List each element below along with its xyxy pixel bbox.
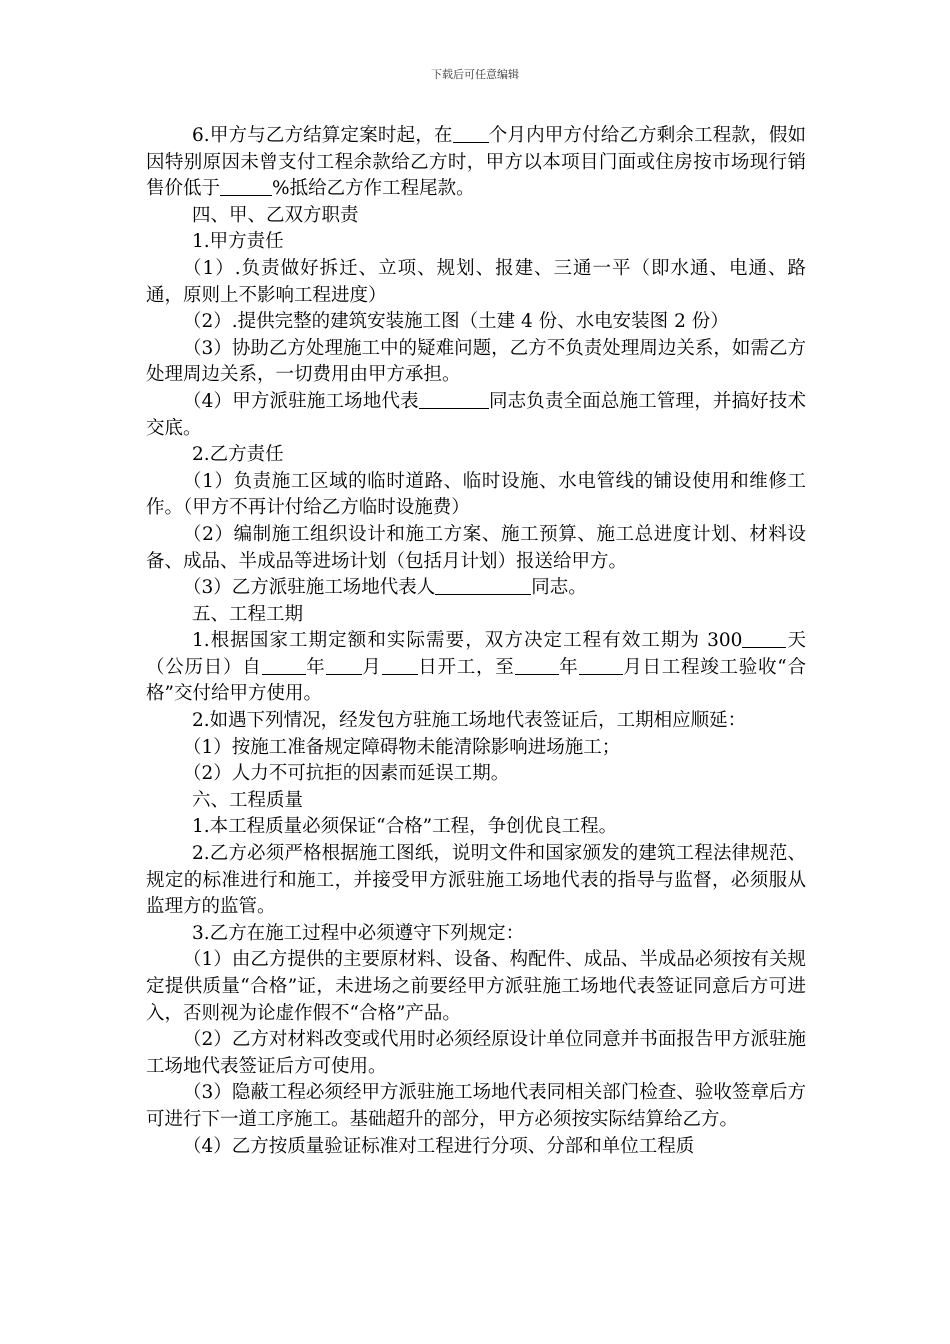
blank-field-end-month (579, 656, 623, 675)
clause-quality-3-2: （2）乙方对材料改变或代用时必须经原设计单位同意并书面报告甲方派驻施工场地代表签证后方可使用。 (146, 1029, 806, 1077)
section-heading-schedule: 五、工程工期 (192, 603, 304, 625)
clause-a-2: （2）.提供完整的建筑安装施工图（土建 4 份、水电安装图 2 份） (183, 311, 729, 333)
clause-schedule-2: 2.如遇下列情况，经发包方驻施工场地代表签证后，工期相应顺延： (192, 710, 747, 732)
clause-schedule-2-1: （1）按施工准备规定障碍物未能清除影响进场施工； (183, 736, 621, 758)
clause-quality-3-4: （4）乙方按质量验证标准对工程进行分项、分部和单位工程质 (183, 1135, 695, 1157)
clause-quality-1: 1.本工程质量必须保证“合格”工程，争创优良工程。 (192, 816, 618, 838)
blank-field-end-year (515, 656, 559, 675)
blank-field-start-day (382, 656, 418, 675)
text-segment: （4）甲方派驻施工场地代表 (183, 390, 419, 412)
subheading-party-a: 1.甲方责任 (192, 231, 284, 253)
clause-b-1: （1）负责施工区域的临时道路、临时设施、水电管线的铺设使用和维修工作。（甲方不再计付给乙方临时设施费） (146, 470, 806, 519)
clause-schedule-2-2: （2）人力不可抗拒的因素而延误工期。 (183, 763, 510, 785)
blank-field-months (453, 124, 489, 143)
clause-quality-3-3: （3）隐蔽工程必须经甲方派驻施工场地代表同相关部门检查、验收签章后方可进行下一道工序施工。基础超升的部分，甲方必须按实际结算给乙方。 (146, 1082, 806, 1130)
clause-a-1: （1）.负责做好拆迁、立项、规划、报建、三通一平（即水通、电通、路通，原则上不影响工程进度） (146, 257, 806, 306)
text-segment: 日开工，至 (417, 656, 515, 678)
text-segment: 同志负责全面总施工管理，并搞好技术交底。 (146, 390, 806, 439)
text-segment: 1.根据国家工期定额和实际需要，双方决定工程有效工期为 300 (192, 630, 743, 652)
clause-a-4 (146, 389, 806, 442)
text-segment: 月日工程竣工验收“合格”交付给甲方使用。 (146, 656, 806, 705)
clause-b-3 (146, 575, 806, 602)
blank-field-representative (419, 390, 489, 409)
section-heading-quality: 六、工程质量 (192, 789, 304, 811)
blank-field-contractor-rep (435, 576, 531, 595)
blank-field-start-month (326, 656, 362, 675)
text-segment: 年 (558, 656, 579, 678)
clause-schedule-1 (146, 628, 806, 708)
text-segment: %抵给乙方作工程尾款。 (272, 178, 475, 200)
text-segment: 年 (305, 656, 326, 678)
blank-field-percent (220, 177, 272, 196)
section-heading-duties: 四、甲、乙双方职责 (192, 204, 359, 226)
text-segment: 天（公历日）自 (146, 630, 806, 678)
text-segment: 6.甲方与乙方结算定案时起，在 (192, 125, 453, 146)
subheading-party-b: 2.乙方责任 (192, 444, 284, 466)
clause-b-2: （2）编制施工组织设计和施工方案、施工预算、施工总进度计划、材料设备、成品、半成品等进场计划（包括月计划）报送给甲方。 (146, 523, 806, 572)
text-segment: （3）乙方派驻施工场地代表人 (183, 577, 436, 599)
document-body (146, 123, 806, 1160)
blank-field-start-year (262, 656, 306, 675)
clause-quality-3-1: （1）由乙方提供的主要原材料、设备、构配件、成品、半成品必须按有关规定提供质量“合格”证，未进场之前要经甲方派驻施工场地代表签证同意后方可进入，否则视为论虚作假不“合格”产品。 (146, 949, 806, 1024)
clause-quality-3: 3.乙方在施工过程中必须遵守下列规定： (192, 922, 525, 944)
paragraph-final-payment (146, 123, 806, 203)
page-header-note: 下载后可任意编辑 (431, 68, 519, 81)
clause-quality-2: 2.乙方必须严格根据施工图纸，说明文件和国家颁发的建筑工程法律规范、规定的标准进行和施工，并接受甲方派驻施工场地代表的指导与监督，必须服从监理方的监管。 (146, 843, 806, 918)
text-segment: 个月内甲方付给乙方剩余工程款，假如因特别原因未曾支付工程余款给乙方时，甲方以本项目门面或住房按市场现行销售价低于 (146, 125, 806, 200)
text-segment: 同志。 (531, 577, 587, 599)
text-segment: 月 (361, 656, 382, 678)
blank-field-days (742, 629, 786, 648)
clause-a-3: （3）协助乙方处理施工中的疑难问题，乙方不负责处理周边关系，如需乙方处理周边关系，一切费用由甲方承担。 (146, 337, 806, 386)
